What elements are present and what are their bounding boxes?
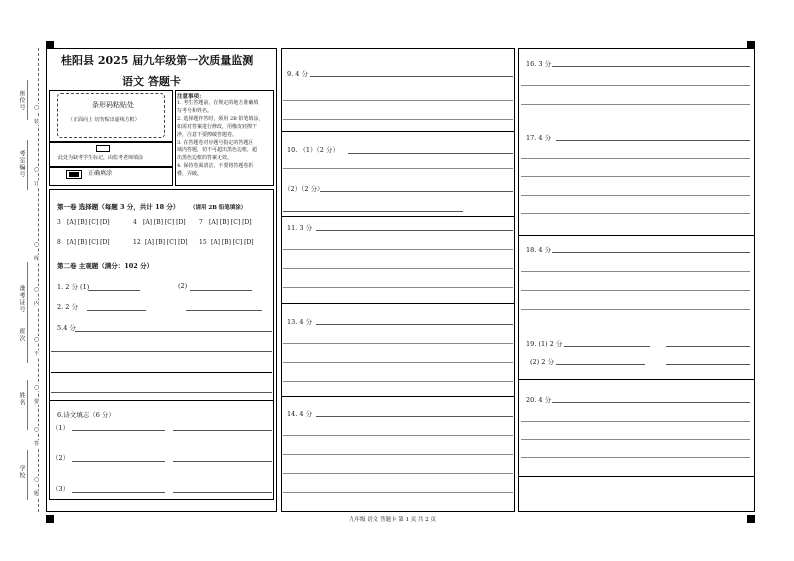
q6-2-answer-line-b[interactable] (173, 461, 272, 462)
fold-circle-icon: ○ (34, 104, 40, 111)
q6-3-answer-line-a[interactable] (72, 492, 165, 493)
q11-label: 11. 3 分 (287, 224, 313, 232)
q13-line-3[interactable] (283, 362, 513, 363)
side-underline-seat (27, 80, 28, 120)
q6-2-answer-line-a[interactable] (72, 461, 165, 462)
q11-line-3[interactable] (283, 268, 513, 269)
q13-line-4[interactable] (283, 381, 513, 382)
q1-2-answer-line[interactable] (190, 290, 252, 291)
side-underline-room (27, 140, 28, 190)
fold-mark-char: 线 (34, 256, 40, 262)
q11-bottom-rule (281, 303, 515, 304)
fold-circle-icon: ○ (34, 241, 40, 248)
notes-line: 叠，弄破。 (177, 171, 203, 178)
answer-card-subtitle: 语文 答题卡 (122, 75, 181, 88)
side-label-exam-id: 准考证号 (18, 285, 25, 313)
side-label-school: 学校 (18, 465, 25, 479)
q20-line-3[interactable] (521, 439, 750, 440)
q19-1-line-b[interactable] (666, 346, 750, 347)
corner-mark-bottom-left (46, 515, 54, 523)
q17-line-3[interactable] (521, 176, 750, 177)
q9-line-3[interactable] (283, 119, 513, 120)
q5-answer-line-1[interactable] (75, 331, 272, 332)
q6-1-answer-line-a[interactable] (72, 430, 165, 431)
q5-label: 5.4 分 (57, 324, 76, 332)
q13-line-1[interactable] (316, 324, 513, 325)
side-label-room: 考室编号 (18, 150, 25, 178)
q10-bottom-rule (281, 216, 515, 217)
fold-mark-char: 订 (34, 181, 40, 187)
section2-title: 第二卷 主观题（满分：102 分） (57, 262, 154, 270)
choice-question-number: 12 (133, 239, 141, 246)
notes-line: 3. 在答题卷对应题号指定的答题区 (177, 139, 254, 146)
q16-line-3[interactable] (521, 104, 750, 105)
choice-options[interactable]: [A] [B] [C] [D] (143, 219, 186, 226)
q20-label: 20. 4 分 (526, 396, 552, 404)
q6-item-3: （3） (52, 485, 70, 493)
q6-3-answer-line-b[interactable] (173, 492, 272, 493)
choice-options[interactable]: [A] [B] [C] [D] (211, 239, 254, 246)
q20-line-4[interactable] (521, 457, 750, 458)
side-label-name: 姓名 (18, 392, 25, 406)
q6-1-answer-line-b[interactable] (173, 430, 272, 431)
notes-line: 4. 保持卷面清洁，不要将答题卷折 (177, 163, 254, 170)
q11-line-2[interactable] (283, 249, 513, 250)
fold-circle-icon: ○ (34, 286, 40, 293)
fold-circle-icon: ○ (34, 336, 40, 343)
q9-line-1[interactable] (310, 76, 513, 77)
fold-mark-char: 不 (34, 351, 40, 357)
section1-title: 第一卷 选择题（每题 3 分，共计 18 分） (57, 203, 180, 211)
choice-options[interactable]: [A] [B] [C] [D] (67, 219, 110, 226)
q10-label: 10. （1）（2 分） (287, 146, 339, 154)
q5-answer-line-3[interactable] (51, 372, 272, 373)
q10-1-line[interactable] (348, 153, 513, 154)
section1-hint: （请用 2B 铅笔填涂） (190, 205, 247, 211)
absent-mark-text: 此处为缺考学生标记，由监考老师填涂 (58, 155, 144, 161)
q1-label: 1. 2 分 (1) (57, 283, 90, 291)
q18-line-1[interactable] (552, 252, 750, 253)
q19-2-line-b[interactable] (666, 364, 750, 365)
fold-mark-char: 题 (34, 491, 40, 497)
notes-line: 如需对答案进行修改，用橡皮轻擦干 (177, 123, 258, 130)
side-underline-class (27, 318, 28, 363)
q9-label: 9. 4 分 (287, 70, 308, 78)
q16-line-1[interactable] (552, 66, 750, 67)
notes-line: 1. 考生答题前，在规定的地方准确填 (177, 100, 259, 106)
fold-circle-icon: ○ (34, 166, 40, 173)
q1-1-answer-line[interactable] (88, 290, 140, 291)
choice-options[interactable]: [A] [B] [C] [D] (67, 239, 110, 246)
q20-line-2[interactable] (521, 421, 750, 422)
q14-line-1[interactable] (316, 416, 513, 417)
q18-line-2[interactable] (521, 271, 750, 272)
q14-line-5[interactable] (283, 492, 513, 493)
choice-question-number: 8 (57, 239, 61, 246)
notes-line: 域内答题，切不可超出黑色边框，超 (177, 147, 258, 154)
fold-mark-char: 答 (34, 441, 40, 447)
q14-line-2[interactable] (283, 435, 513, 436)
fold-circle-icon: ○ (34, 476, 40, 483)
side-underline-exam (27, 262, 28, 324)
q19-2-line-a[interactable] (556, 364, 645, 365)
q17-label: 17. 4 分 (526, 134, 552, 142)
q16-line-2[interactable] (521, 85, 750, 86)
q10-2-label: （2）（2 分） (284, 185, 324, 193)
q18-line-3[interactable] (521, 290, 750, 291)
notes-line: 2. 选择题作答时，须用 2B 铅笔填涂， (177, 115, 264, 122)
q19-1-line-a[interactable] (564, 346, 650, 347)
fold-mark-char: 要 (34, 399, 40, 405)
q13-label: 13. 4 分 (287, 318, 313, 326)
q14-line-4[interactable] (283, 473, 513, 474)
q2-label: 2. 2 分 (57, 303, 78, 311)
q5-bottom-rule (49, 400, 274, 401)
q10-1-line-2[interactable] (283, 168, 513, 169)
q1-2-label: (2) (178, 282, 188, 290)
q17-line-1[interactable] (556, 140, 750, 141)
q6-label: 6.诗文填志（6 分） (57, 411, 115, 419)
barcode-note: （正面向上 切勿贴出虚线方框） (68, 117, 140, 123)
exam-title: 桂阳县 2025 届九年级第一次质量监测 (61, 54, 254, 67)
choice-options[interactable]: [A] [B] [C] [D] (209, 219, 252, 226)
fold-mark-char: 装 (34, 119, 40, 125)
choice-question-number: 4 (133, 219, 137, 226)
fold-mark-char: 内 (34, 301, 40, 307)
choice-options[interactable]: [A] [B] [C] [D] (145, 239, 188, 246)
q6-item-1: （1） (52, 424, 70, 432)
q11-line-4[interactable] (283, 287, 513, 288)
q9-line-2[interactable] (283, 100, 513, 101)
choice-question-number: 3 (57, 219, 61, 226)
notes-title: 注意事项： (177, 94, 205, 100)
barcode-title: 条形码粘贴处 (92, 101, 134, 109)
q2-answer-line-1[interactable] (87, 310, 146, 311)
q19-1-label: 19. (1) 2 分 (526, 340, 563, 348)
choice-question-number: 15 (199, 239, 207, 246)
q16-label: 16. 3 分 (526, 60, 552, 68)
correct-fill-sample-fill (69, 172, 79, 177)
q17-bottom-rule (518, 235, 755, 236)
page-footer: 九年级 语文 答题卡 第 1 页 共 2 页 (349, 517, 436, 523)
column-2-frame (281, 48, 515, 512)
absent-mark-checkbox[interactable] (96, 145, 110, 152)
q19-2-label: (2) 2 分 (530, 358, 554, 366)
q14-line-3[interactable] (283, 454, 513, 455)
q19-bottom-rule (518, 379, 755, 380)
correct-fill-label: 正确填涂 (88, 170, 113, 177)
side-label-class: 班次 (18, 328, 25, 342)
side-label-seat: 座位号 (18, 90, 25, 111)
q20-bottom-rule (518, 476, 755, 477)
q18-line-4[interactable] (521, 309, 750, 310)
q5-answer-line-4[interactable] (51, 392, 272, 393)
section-choice-frame (49, 189, 274, 500)
notes-line: 净，注意不要擦破答题卷。 (177, 131, 238, 138)
side-underline-school (27, 450, 28, 500)
q18-label: 18. 4 分 (526, 246, 552, 254)
q10-2-line-2[interactable] (283, 211, 463, 212)
side-underline-name (27, 380, 28, 430)
q2-answer-line-2[interactable] (186, 310, 262, 311)
q9-bottom-rule (281, 131, 515, 132)
q13-bottom-rule (281, 396, 515, 397)
q10-2-line[interactable] (320, 191, 513, 192)
q13-line-2[interactable] (283, 343, 513, 344)
q17-line-2[interactable] (521, 158, 750, 159)
q20-line-1[interactable] (552, 402, 750, 403)
notes-line: 出黑色边框的答案无效。 (177, 155, 233, 162)
fold-circle-icon: ○ (34, 384, 40, 391)
q6-item-2: （2） (52, 454, 70, 462)
fold-circle-icon: ○ (34, 426, 40, 433)
q11-line-1[interactable] (316, 230, 513, 231)
column-3-frame (518, 48, 755, 512)
corner-mark-bottom-right (747, 515, 755, 523)
choice-question-number: 7 (199, 219, 203, 226)
notes-line: 写考号和姓名。 (177, 107, 213, 114)
q17-line-5[interactable] (521, 213, 750, 214)
q14-label: 14. 4 分 (287, 410, 313, 418)
q5-answer-line-2[interactable] (51, 351, 272, 352)
q17-line-4[interactable] (521, 195, 750, 196)
